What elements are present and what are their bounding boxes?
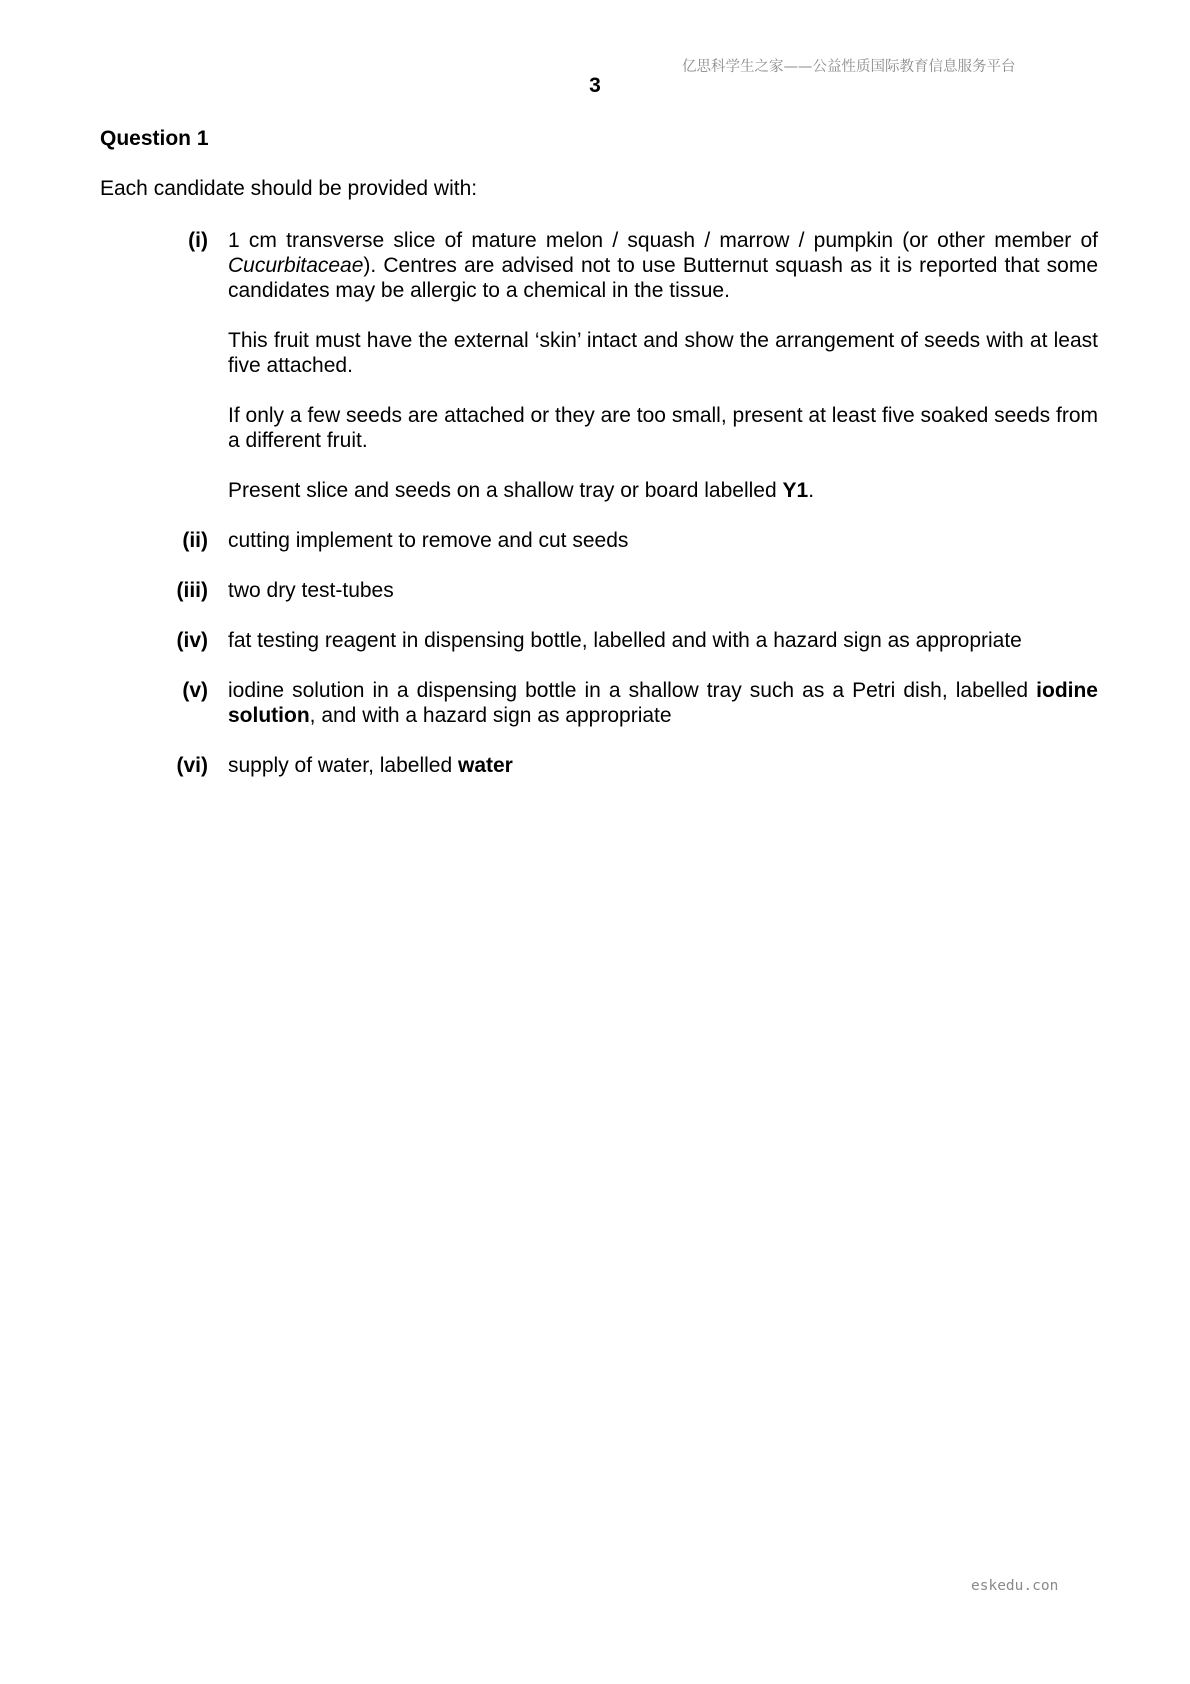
item-paragraph [228, 678, 1098, 728]
item-paragraph [228, 753, 1098, 778]
item-paragraph: This fruit must have the external ‘skin’ intact and show the arrangement of seeds with at least five attached. [228, 329, 1098, 377]
list-item-iii [160, 578, 1098, 603]
bold-text: iodine solution [228, 679, 1098, 727]
item-content [228, 628, 1098, 653]
item-paragraph [228, 478, 1098, 503]
item-number: (iv) [176, 629, 208, 652]
list-item-vi [160, 753, 1098, 778]
item-content [228, 753, 1098, 778]
intro-text: Each candidate should be provided with: [100, 177, 478, 200]
text-span: , and with a hazard sign as appropriate [309, 704, 672, 727]
question-title: Question 1 [100, 127, 209, 150]
italic-text: Cucurbitaceae [228, 254, 364, 277]
item-number: (vi) [176, 754, 208, 777]
apparatus-list [160, 228, 1098, 803]
item-content [228, 678, 1098, 728]
list-item-ii [160, 528, 1098, 553]
list-item-i [160, 228, 1098, 503]
list-item-v [160, 678, 1098, 728]
item-number: (ii) [182, 529, 208, 552]
text-span: ). Centres are advised not to use Butternut squash as it is reported that some candidates may be allergic to a chemical in the tissue. [228, 254, 1098, 302]
item-paragraph: cutting implement to remove and cut seeds [228, 529, 629, 552]
item-content [228, 578, 1098, 603]
bold-text: water [457, 754, 513, 777]
watermark-bottom: eskedu.con [971, 1578, 1059, 1594]
item-content [228, 528, 1098, 553]
item-paragraph [228, 228, 1098, 303]
item-number: (v) [182, 679, 208, 702]
page-number: 3 [589, 74, 601, 97]
item-paragraph: two dry test-tubes [228, 579, 394, 602]
item-paragraph: fat testing reagent in dispensing bottle, labelled and with a hazard sign as appropriate [228, 629, 1022, 652]
item-content [228, 228, 1098, 503]
text-span: . [808, 479, 815, 502]
bold-text: Y1 [782, 479, 809, 502]
text-span: 1 cm transverse slice of mature melon / squash / marrow / pumpkin (or other member of [228, 229, 1098, 252]
list-item-iv [160, 628, 1098, 653]
item-paragraph: If only a few seeds are attached or they are too small, present at least five soaked seeds from a different fruit. [228, 404, 1098, 452]
text-span: supply of water, labelled [228, 754, 458, 777]
item-number: (i) [188, 229, 208, 252]
item-number: (iii) [176, 579, 208, 602]
watermark-top: 亿思科学生之家——公益性质国际教育信息服务平台 [682, 59, 1016, 75]
text-span: Present slice and seeds on a shallow tray or board labelled [228, 479, 783, 502]
text-span: iodine solution in a dispensing bottle in a shallow tray such as a Petri dish, labelled [228, 679, 1037, 702]
